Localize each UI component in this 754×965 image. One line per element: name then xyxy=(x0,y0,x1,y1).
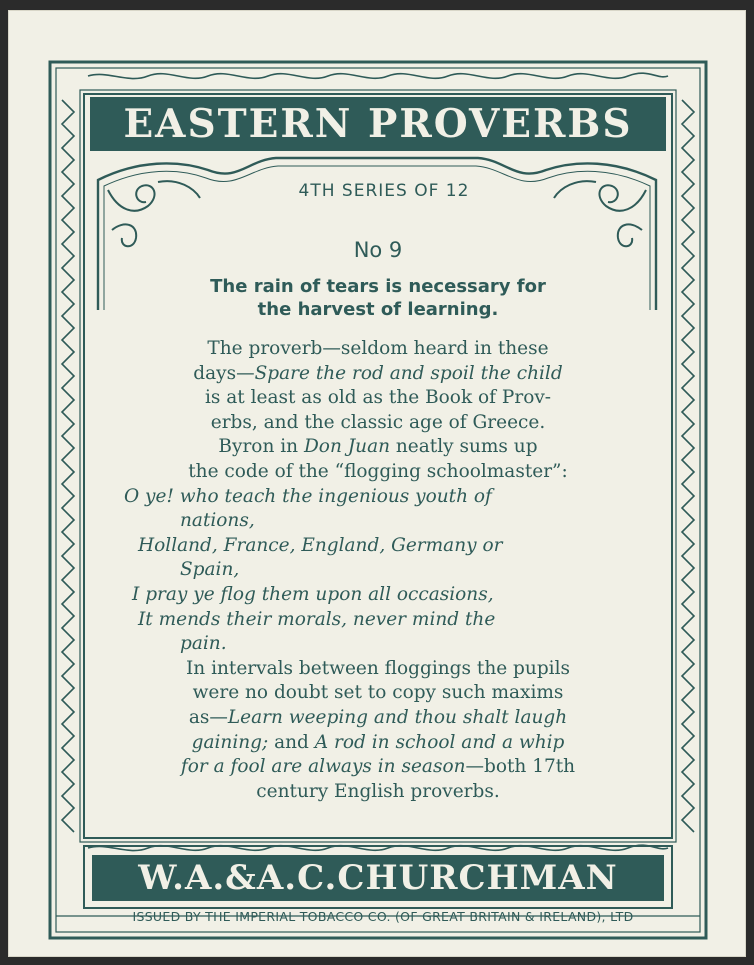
body-line: century English proverbs. xyxy=(256,780,500,802)
quote-line: It mends their morals, never mind the xyxy=(138,608,496,630)
series-label: 4TH SERIES OF 12 xyxy=(298,181,470,201)
body-line: gaining; and A rod in school and a whip xyxy=(191,731,565,753)
headline-line-2: the harvest of learning. xyxy=(257,299,499,320)
body-line: In intervals between floggings the pupils xyxy=(185,657,570,679)
card-title: EASTERN PROVERBS xyxy=(90,97,666,151)
quote-line: Holland, France, England, Germany or xyxy=(138,534,503,556)
card-number: No 9 xyxy=(353,238,403,262)
body-line: is at least as old as the Book of Prov- xyxy=(204,387,552,409)
byron-quote xyxy=(118,485,638,657)
quote-line: O ye! who teach the ingenious youth of xyxy=(124,485,492,507)
body-line: were no doubt set to copy such maxims xyxy=(192,682,564,704)
body-line: as—Learn weeping and thou shalt laugh xyxy=(188,706,568,728)
issuer-line: ISSUED BY THE IMPERIAL TOBACCO CO. (OF GREAT BRITAIN & IRELAND), LTD xyxy=(132,909,634,924)
quote-line: Spain, xyxy=(180,559,240,581)
body-line: Byron in Don Juan neatly sums up xyxy=(218,436,538,458)
card-body-text xyxy=(118,337,638,804)
quote-line: I pray ye flog them upon all occasions, xyxy=(132,583,494,605)
headline-line-1: The rain of tears is necessary for xyxy=(210,276,546,297)
cigarette-card xyxy=(8,10,746,957)
quote-line: nations, xyxy=(180,510,255,532)
quote-line: pain. xyxy=(180,633,227,655)
manufacturer-name: W.A.&A.C.CHURCHMAN xyxy=(92,855,664,901)
body-line: days—Spare the rod and spoil the child xyxy=(193,362,563,384)
body-line: The proverb—seldom heard in these xyxy=(207,338,549,359)
body-line: for a fool are always in season—both 17th xyxy=(180,756,576,778)
body-line: the code of the “flogging schoolmaster”: xyxy=(188,460,568,482)
body-line: erbs, and the classic age of Greece. xyxy=(210,411,546,433)
proverb-headline xyxy=(148,275,608,321)
